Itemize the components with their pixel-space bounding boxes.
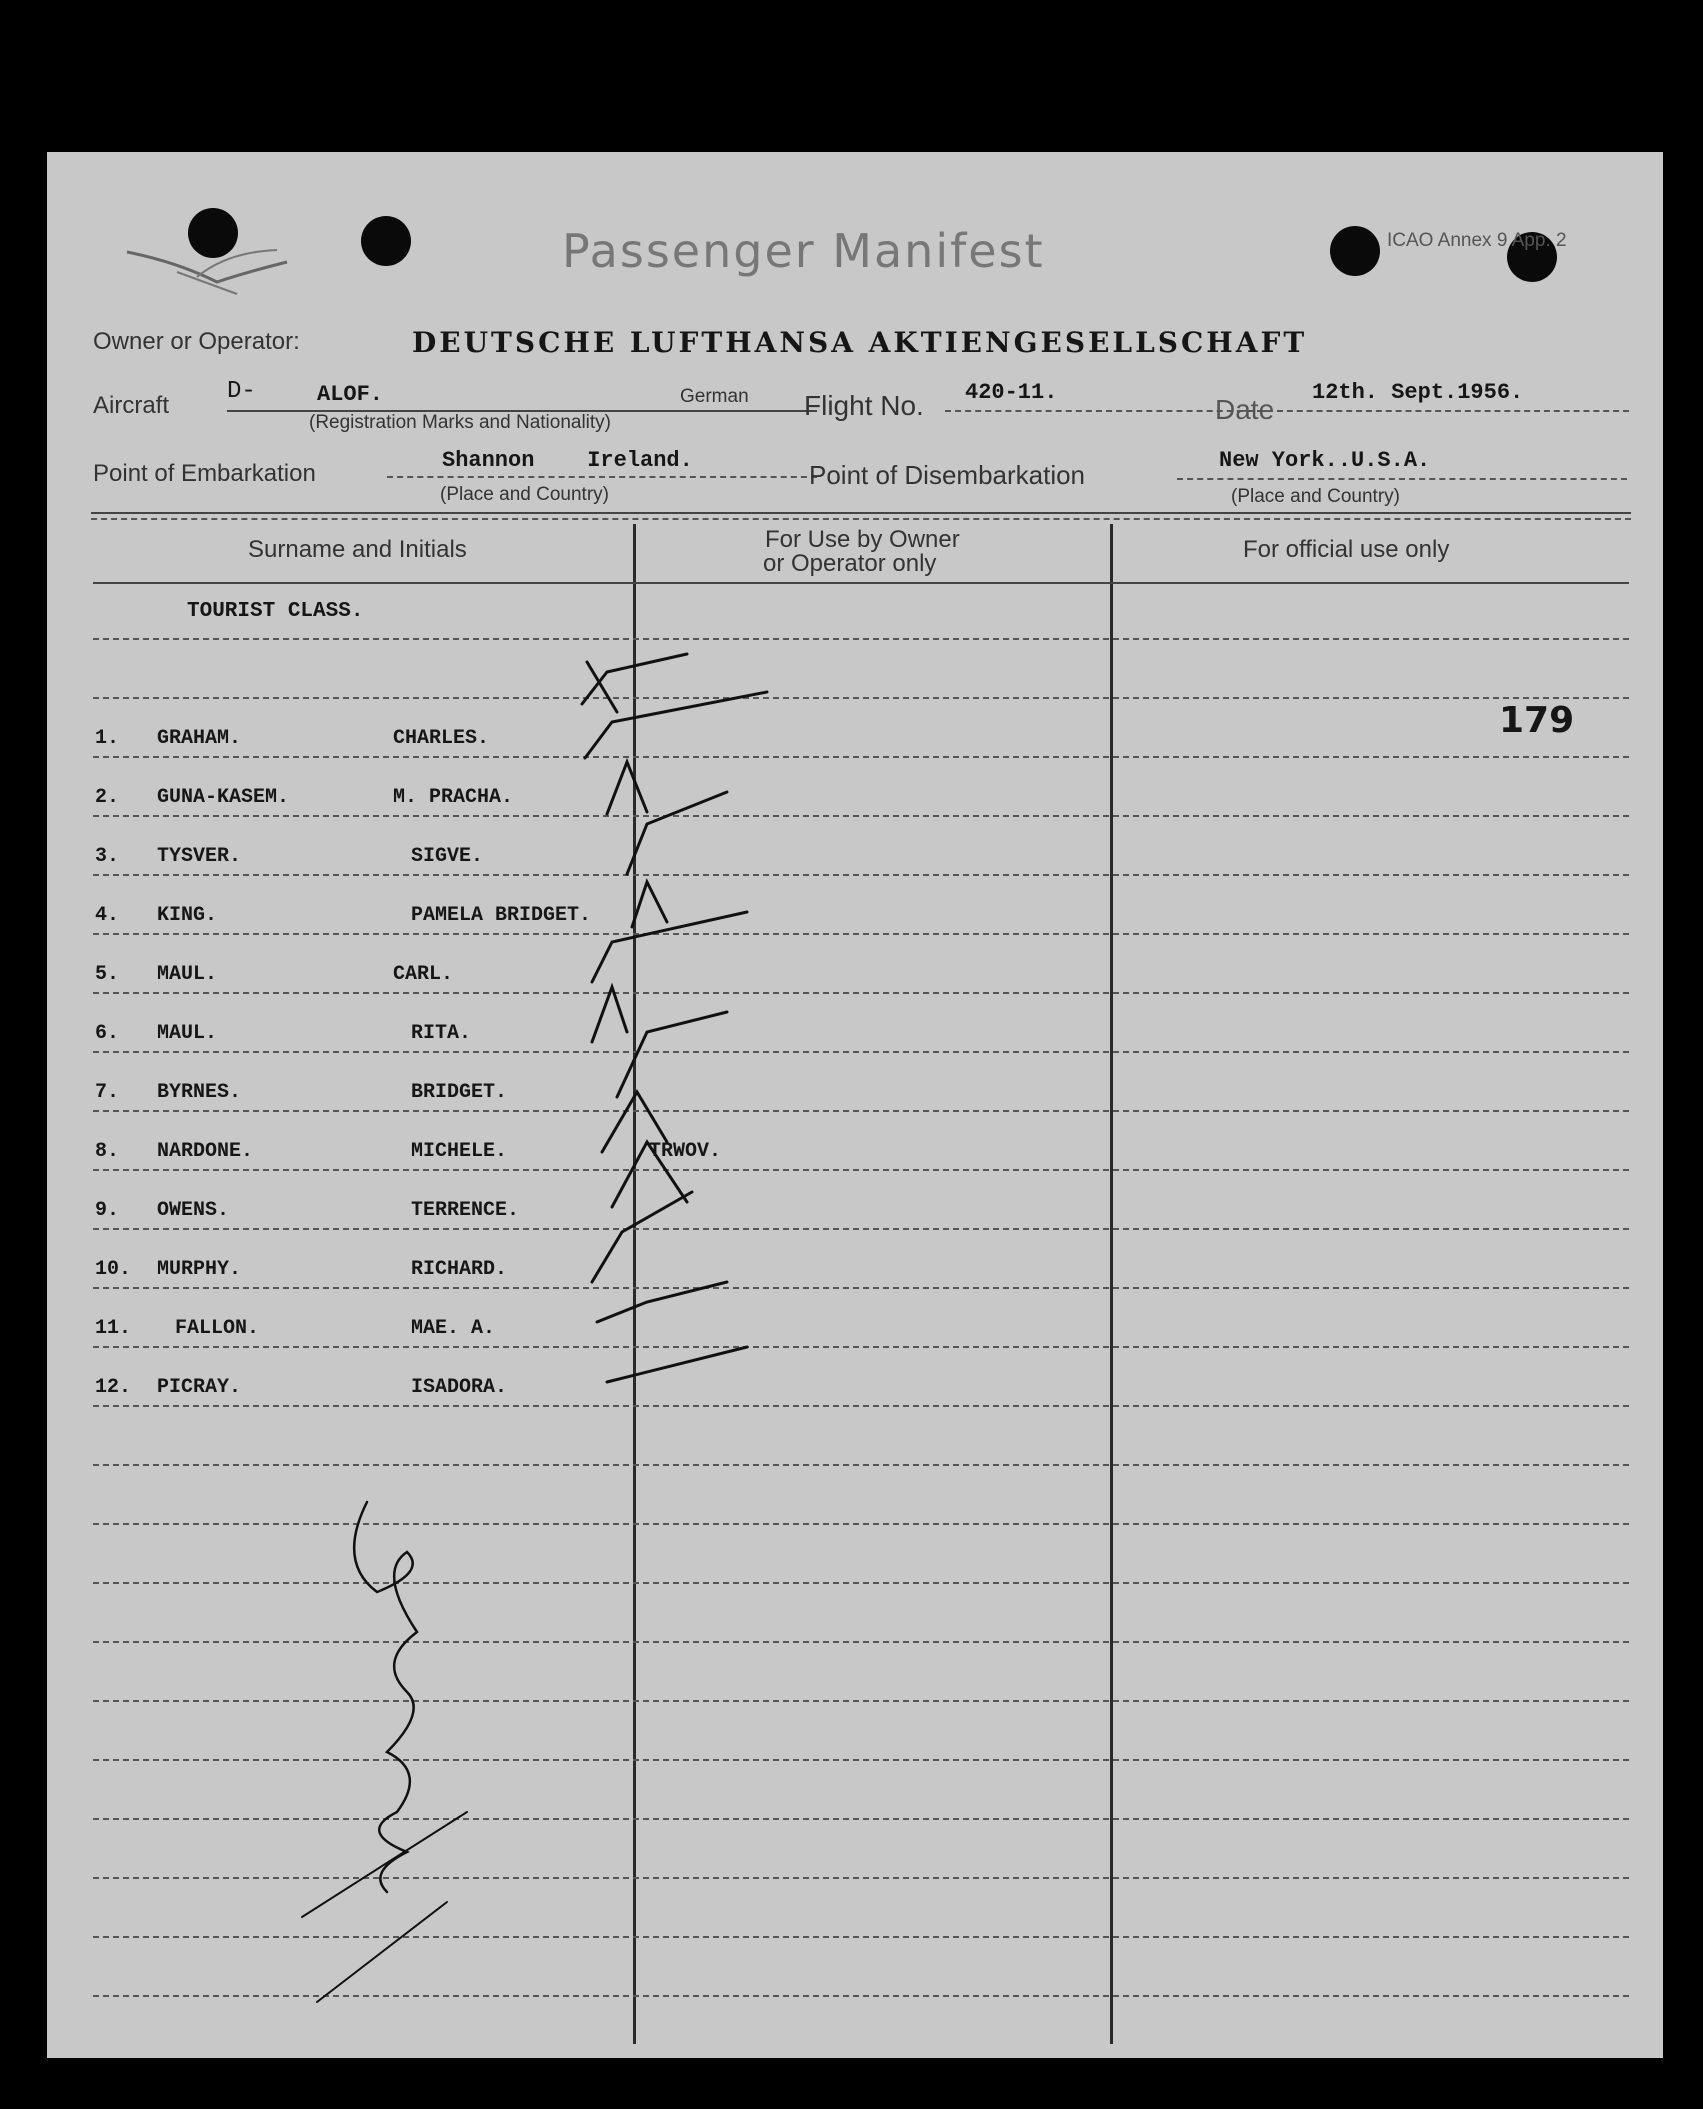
passenger-number: 5.	[95, 963, 120, 986]
passenger-surname: PICRAY.	[157, 1376, 242, 1399]
annex-reference: ICAO Annex 9 App. 2	[1387, 230, 1567, 251]
check-mark	[597, 1282, 727, 1322]
manifest-sheet	[47, 152, 1663, 2058]
passenger-given-name: RICHARD.	[411, 1258, 508, 1281]
check-mark	[632, 882, 667, 927]
passenger-number: 2.	[95, 786, 120, 809]
col-owner-header-1: For Use by Owner	[765, 526, 960, 553]
aircraft-registration: ALOF.	[317, 382, 384, 407]
passenger-surname: OWENS.	[157, 1199, 230, 1222]
passenger-number: 8.	[95, 1140, 120, 1163]
passenger-number: 7.	[95, 1081, 120, 1104]
passenger-surname: NARDONE.	[157, 1140, 254, 1163]
passenger-surname: KING.	[157, 904, 218, 927]
passenger-surname: TYSVER.	[157, 845, 242, 868]
passenger-given-name: BRIDGET.	[411, 1081, 508, 1104]
check-mark	[607, 762, 647, 814]
flight-label: Flight No.	[804, 390, 924, 421]
embark-value: Shannon Ireland.	[442, 448, 693, 473]
date-value: 12th. Sept.1956.	[1312, 380, 1524, 405]
aircraft-nationality: German	[680, 386, 749, 407]
check-mark	[602, 1092, 667, 1152]
handwritten-marks	[47, 152, 1663, 2058]
check-mark	[612, 1142, 687, 1207]
passenger-surname: GUNA-KASEM.	[157, 786, 290, 809]
passenger-given-name: M. PRACHA.	[393, 786, 514, 809]
passenger-given-name: ISADORA.	[411, 1376, 508, 1399]
embark-label: Point of Embarkation	[93, 460, 316, 487]
flight-value: 420-11.	[965, 380, 1058, 405]
passenger-surname: BYRNES.	[157, 1081, 242, 1104]
owner-label: Owner or Operator:	[93, 328, 300, 355]
check-mark	[592, 1192, 692, 1282]
check-mark	[592, 912, 747, 982]
passenger-given-name: MAE. A.	[411, 1317, 496, 1340]
passenger-given-name: RITA.	[411, 1022, 472, 1045]
handwritten-signature	[354, 1502, 417, 1892]
disembark-label: Point of Disembarkation	[809, 460, 1086, 490]
check-mark	[607, 1347, 747, 1382]
passenger-given-name: CARL.	[393, 963, 454, 986]
check-mark	[617, 1012, 727, 1097]
passenger-surname: MAUL.	[157, 1022, 218, 1045]
passenger-number: 12.	[95, 1376, 132, 1399]
passenger-number: 10.	[95, 1258, 132, 1281]
passenger-given-name: SIGVE.	[411, 845, 484, 868]
passenger-number: 1.	[95, 727, 120, 750]
col-official-header: For official use only	[1243, 536, 1450, 563]
check-mark	[592, 987, 627, 1042]
passenger-number: 9.	[95, 1199, 120, 1222]
passenger-number: 6.	[95, 1022, 120, 1045]
passenger-given-name: PAMELA BRIDGET.	[411, 904, 592, 927]
date-label: Date	[1215, 394, 1275, 425]
disembark-caption: (Place and Country)	[1231, 486, 1400, 507]
aircraft-caption: (Registration Marks and Nationality)	[309, 412, 612, 433]
embark-caption: (Place and Country)	[440, 484, 609, 505]
passenger-note: TRWOV.	[649, 1140, 722, 1163]
disembark-value: New York..U.S.A.	[1219, 448, 1431, 473]
passenger-given-name: TERRENCE.	[411, 1199, 520, 1222]
passenger-number: 11.	[95, 1317, 132, 1340]
passenger-given-name: CHARLES.	[393, 727, 490, 750]
passenger-surname: MAUL.	[157, 963, 218, 986]
official-number: 179	[1499, 700, 1575, 741]
col-surname-header: Surname and Initials	[248, 536, 467, 563]
check-mark	[627, 792, 727, 874]
aircraft-label: Aircraft	[93, 392, 170, 419]
passenger-surname: GRAHAM.	[157, 727, 242, 750]
col-owner-header-2: or Operator only	[763, 550, 937, 577]
passenger-surname: FALLON.	[175, 1317, 260, 1340]
passenger-number: 4.	[95, 904, 120, 927]
owner-value: DEUTSCHE LUFTHANSA AKTIENGESELLSCHAFT	[412, 326, 1308, 359]
page-title: Passenger Manifest	[562, 224, 1045, 278]
passenger-surname: MURPHY.	[157, 1258, 242, 1281]
passenger-number: 3.	[95, 845, 120, 868]
passenger-given-name: MICHELE.	[411, 1140, 508, 1163]
section-label: TOURIST CLASS.	[187, 600, 364, 623]
aircraft-prefix: D-	[227, 378, 256, 405]
